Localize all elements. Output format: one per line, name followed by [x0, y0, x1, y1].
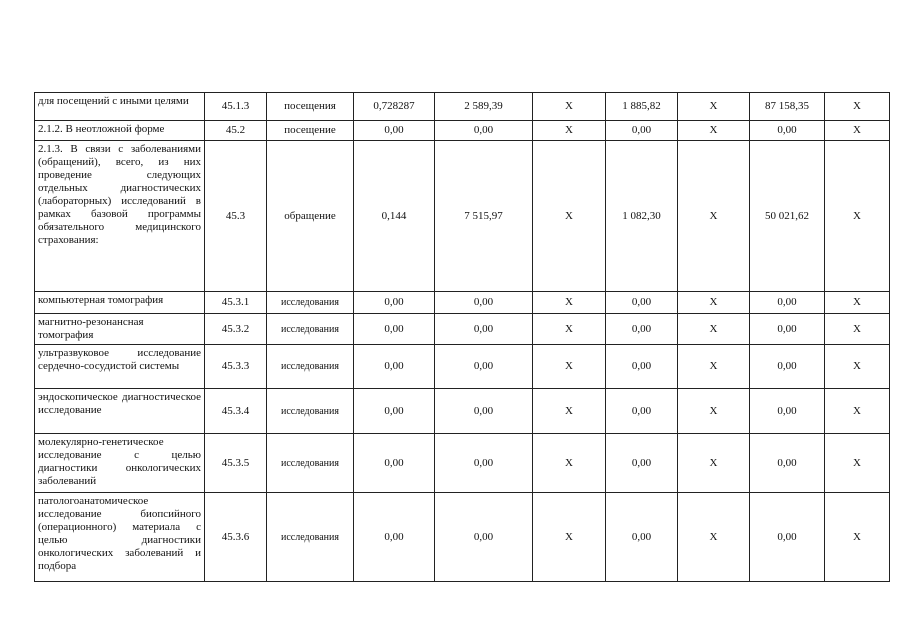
- value-col-5: 0,00: [435, 493, 533, 582]
- value-col-5: 0,00: [435, 389, 533, 434]
- row-description: магнитно-резонансная томография: [35, 314, 205, 345]
- value-col-6: X: [533, 493, 606, 582]
- value-col-8: X: [678, 493, 750, 582]
- table-row: [35, 141, 890, 292]
- value-col-6: X: [533, 434, 606, 493]
- value-col-9: 87 158,35: [750, 93, 825, 121]
- value-col-6: X: [533, 121, 606, 141]
- row-description: эндоскопическое диагностическое исследование: [35, 389, 205, 434]
- value-col-6: X: [533, 345, 606, 389]
- row-unit: исследования: [267, 314, 354, 345]
- value-col-10: X: [825, 493, 890, 582]
- table-row: [35, 292, 890, 314]
- value-col-7: 1 885,82: [606, 93, 678, 121]
- value-col-10: X: [825, 434, 890, 493]
- value-col-10: X: [825, 141, 890, 292]
- row-code: 45.3.3: [205, 345, 267, 389]
- value-col-7: 0,00: [606, 434, 678, 493]
- value-col-5: 0,00: [435, 292, 533, 314]
- row-code: 45.1.3: [205, 93, 267, 121]
- row-description: 2.1.2. В неотложной форме: [35, 121, 205, 141]
- row-unit: посещение: [267, 121, 354, 141]
- row-code: 45.3.6: [205, 493, 267, 582]
- value-col-9: 0,00: [750, 345, 825, 389]
- value-col-4: 0,00: [354, 292, 435, 314]
- value-col-9: 0,00: [750, 292, 825, 314]
- value-col-5: 7 515,97: [435, 141, 533, 292]
- table-body: [35, 93, 890, 582]
- value-col-7: 0,00: [606, 314, 678, 345]
- row-code: 45.3.5: [205, 434, 267, 493]
- table-row: [35, 314, 890, 345]
- value-col-4: 0,00: [354, 121, 435, 141]
- row-unit: исследования: [267, 434, 354, 493]
- value-col-7: 0,00: [606, 389, 678, 434]
- row-unit: исследования: [267, 493, 354, 582]
- value-col-6: X: [533, 93, 606, 121]
- value-col-6: X: [533, 141, 606, 292]
- row-unit: исследования: [267, 389, 354, 434]
- value-col-9: 0,00: [750, 434, 825, 493]
- row-description: для посещений с иными целями: [35, 93, 205, 121]
- value-col-7: 0,00: [606, 493, 678, 582]
- row-description: патологоанатомическое исследование биопсийного (операционного) материала с целью диагностики онкологических заболеваний и подбора: [35, 493, 205, 582]
- value-col-4: 0,00: [354, 314, 435, 345]
- value-col-9: 0,00: [750, 314, 825, 345]
- table-row: [35, 434, 890, 493]
- value-col-4: 0,728287: [354, 93, 435, 121]
- value-col-10: X: [825, 314, 890, 345]
- value-col-8: X: [678, 345, 750, 389]
- value-col-10: X: [825, 389, 890, 434]
- value-col-8: X: [678, 141, 750, 292]
- value-col-9: 50 021,62: [750, 141, 825, 292]
- row-code: 45.3.2: [205, 314, 267, 345]
- table-row: [35, 389, 890, 434]
- value-col-8: X: [678, 314, 750, 345]
- table-row: [35, 493, 890, 582]
- value-col-4: 0,144: [354, 141, 435, 292]
- value-col-6: X: [533, 389, 606, 434]
- value-col-10: X: [825, 292, 890, 314]
- row-description: компьютерная томография: [35, 292, 205, 314]
- row-unit: исследования: [267, 292, 354, 314]
- value-col-9: 0,00: [750, 121, 825, 141]
- table-row: [35, 121, 890, 141]
- value-col-4: 0,00: [354, 434, 435, 493]
- row-code: 45.3.1: [205, 292, 267, 314]
- value-col-5: 2 589,39: [435, 93, 533, 121]
- row-unit: исследования: [267, 345, 354, 389]
- value-col-6: X: [533, 314, 606, 345]
- value-col-5: 0,00: [435, 121, 533, 141]
- value-col-4: 0,00: [354, 389, 435, 434]
- value-col-8: X: [678, 93, 750, 121]
- value-col-6: X: [533, 292, 606, 314]
- row-code: 45.3: [205, 141, 267, 292]
- data-table: [34, 92, 890, 582]
- value-col-9: 0,00: [750, 389, 825, 434]
- value-col-10: X: [825, 93, 890, 121]
- value-col-7: 0,00: [606, 345, 678, 389]
- value-col-7: 0,00: [606, 292, 678, 314]
- value-col-4: 0,00: [354, 493, 435, 582]
- value-col-8: X: [678, 434, 750, 493]
- row-unit: обращение: [267, 141, 354, 292]
- value-col-8: X: [678, 292, 750, 314]
- value-col-10: X: [825, 345, 890, 389]
- row-description: ультразвуковое исследование сердечно-сосудистой системы: [35, 345, 205, 389]
- value-col-7: 1 082,30: [606, 141, 678, 292]
- row-unit: посещения: [267, 93, 354, 121]
- row-description: молекулярно-генетическое исследование с целью диагностики онкологических заболеваний: [35, 434, 205, 493]
- value-col-7: 0,00: [606, 121, 678, 141]
- value-col-5: 0,00: [435, 434, 533, 493]
- value-col-4: 0,00: [354, 345, 435, 389]
- value-col-5: 0,00: [435, 314, 533, 345]
- row-code: 45.3.4: [205, 389, 267, 434]
- value-col-8: X: [678, 121, 750, 141]
- value-col-10: X: [825, 121, 890, 141]
- value-col-8: X: [678, 389, 750, 434]
- table-row: [35, 345, 890, 389]
- value-col-5: 0,00: [435, 345, 533, 389]
- value-col-9: 0,00: [750, 493, 825, 582]
- row-description: 2.1.3. В связи с заболеваниями (обращений), всего, из них проведение следующих отдельных диагностических (лабораторных) исследований в рамках базовой программы обязательного медицинского страхования:: [35, 141, 205, 292]
- row-code: 45.2: [205, 121, 267, 141]
- table-row: [35, 93, 890, 121]
